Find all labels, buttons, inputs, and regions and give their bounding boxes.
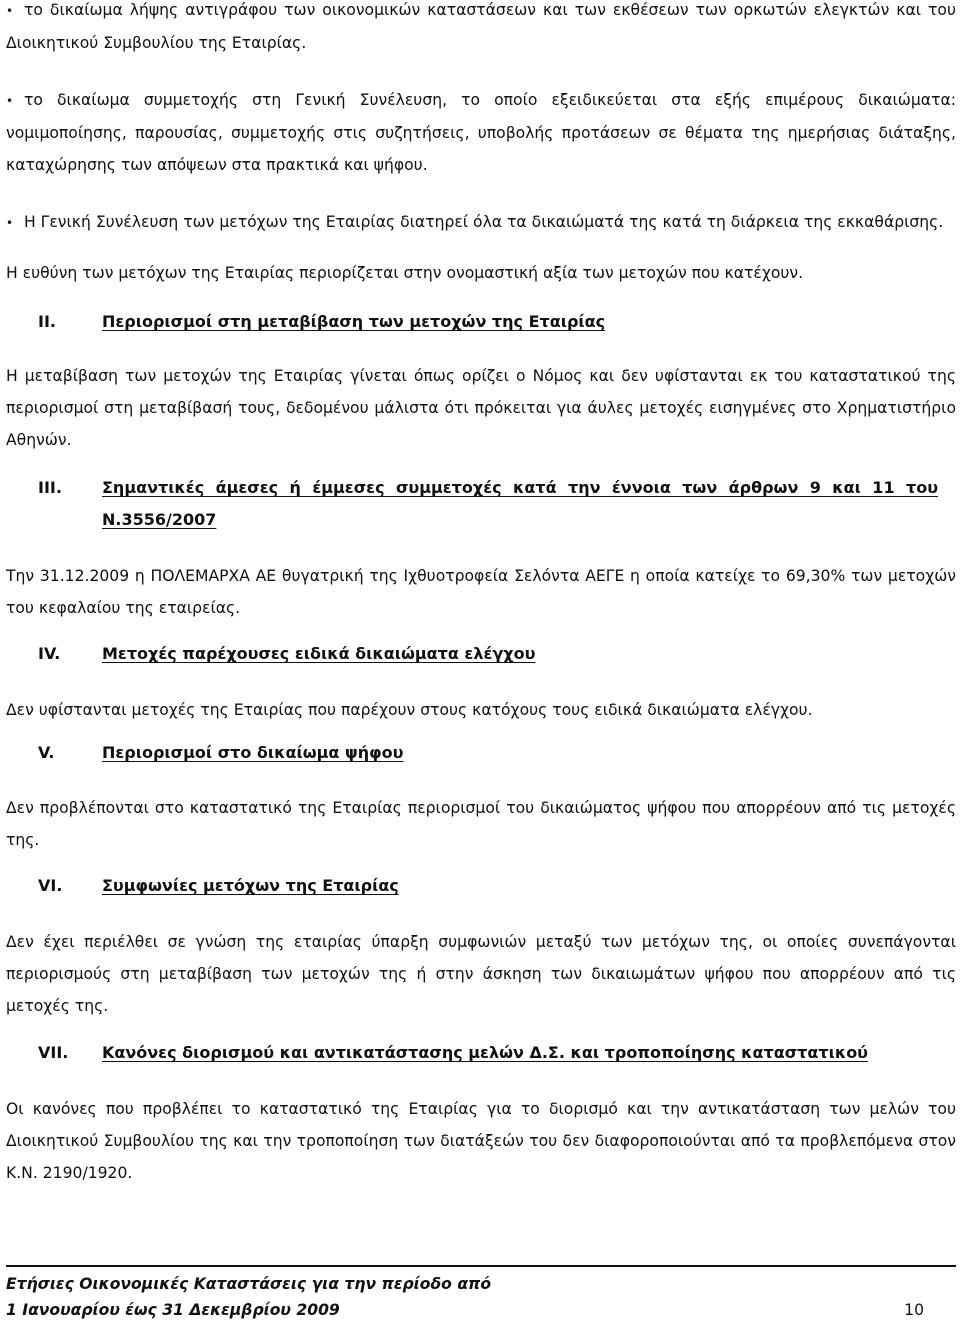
section-title: Συμφωνίες μετόχων της Εταιρίας	[102, 876, 399, 895]
section-number: II.	[38, 312, 56, 331]
bullet-item	[6, 206, 956, 239]
section-body-ii: Η μεταβίβαση των μετοχών της Εταιρίας γίνεται όπως ορίζει ο Νόμος και δεν υφίστανται εκ του καταστατικού της περιορισμοί στη μεταβίβασή τους, δεδομένου μάλιστα ότι πρόκειται για άυλες μετοχές εισηγμένες στο Χρηματιστήριο Αθηνών.	[6, 367, 956, 449]
section-number: V.	[38, 743, 55, 762]
footer-title-line2: 1 Ιανουαρίου έως 31 Δεκεμβρίου 2009	[6, 1301, 340, 1319]
section-heading-iii	[38, 472, 938, 504]
section-number: III.	[38, 478, 62, 497]
section-title: Μετοχές παρέχουσες ειδικά δικαιώματα ελέγχου	[102, 644, 536, 663]
section-title-continued: Ν.3556/2007	[102, 510, 217, 529]
section-body-vi: Δεν έχει περιέλθει σε γνώση της εταιρίας ύπαρξη συμφωνιών μεταξύ των μετόχων της, οι οποίες συνεπάγονται περιορισμούς στη μεταβίβαση των μετοχών της ή στην άσκηση των δικαιωμάτων ψήφου που απορρέουν από τις μετοχές της.	[6, 933, 956, 1015]
section-title: Περιορισμοί στη μεταβίβαση των μετοχών της Εταιρίας	[102, 312, 606, 331]
bullet-text: το δικαίωμα λήψης αντιγράφου των οικονομικών καταστάσεων και των εκθέσεων των ορκωτών ελεγκτών και του Διοικητικού Συμβουλίου της Εταιρίας.	[6, 1, 956, 52]
section-number: VII.	[38, 1043, 69, 1062]
section-number: VI.	[38, 876, 63, 895]
section-body-v: Δεν προβλέπονται στο καταστατικό της Εταιρίας περιορισμοί του δικαιώματος ψήφου που απορρέουν από τις μετοχές της.	[6, 799, 956, 849]
bullet-text: το δικαίωμα συμμετοχής στη Γενική Συνέλευση, το οποίο εξειδικεύεται στα εξής επιμέρους δικαιώματα: νομιμοποίησης, παρουσίας, συμμετοχής στις συζητήσεις, υποβολής προτάσεων σε θέματα της ημερήσιας διάταξης, καταχώρησης των απόψεων στα πρακτικά και ψήφου.	[6, 91, 956, 174]
section-heading-vi	[38, 870, 938, 902]
bullet-icon: •	[6, 94, 14, 108]
bullet-icon: •	[6, 4, 14, 18]
section-title: Σημαντικές άμεσες ή έμμεσες συμμετοχές κατά την έννοια των άρθρων 9 και 11 του	[102, 478, 938, 497]
footer-title-line1: Ετήσιες Οικονομικές Καταστάσεις για την περίοδο από	[6, 1275, 492, 1293]
section-body-iv: Δεν υφίστανται μετοχές της Εταιρίας που παρέχουν στους κατόχους τους ειδικά δικαιώματα ελέγχου.	[6, 701, 813, 719]
bullet-text: Η Γενική Συνέλευση των μετόχων της Εταιρίας διατηρεί όλα τα δικαιώματά της κατά τη διάρκεια της εκκαθάρισης.	[24, 213, 944, 231]
section-title: Κανόνες διορισμού και αντικατάστασης μελών Δ.Σ. και τροποποίησης καταστατικού	[102, 1043, 868, 1062]
liability-paragraph: Η ευθύνη των μετόχων της Εταιρίας περιορίζεται στην ονομαστική αξία των μετοχών που κατέχουν.	[6, 264, 804, 282]
section-heading-v	[38, 737, 938, 769]
footer-divider	[6, 1265, 956, 1267]
bullet-item	[6, 0, 956, 59]
bullet-icon: •	[6, 216, 14, 230]
section-title: Περιορισμοί στο δικαίωμα ψήφου	[102, 743, 404, 762]
bullet-item	[6, 84, 956, 181]
section-body-vii: Οι κανόνες που προβλέπει το καταστατικό της Εταιρίας για το διορισμό και την αντικατάσταση των μελών του Διοικητικού Συμβουλίου της και την τροποποίηση των διατάξεών του δεν διαφοροποιούνται από τα προβλεπόμενα στον Κ.Ν. 2190/1920.	[6, 1100, 956, 1182]
section-number: IV.	[38, 644, 61, 663]
page-number: 10	[904, 1301, 924, 1319]
section-heading-ii	[38, 306, 938, 338]
section-heading-vii	[38, 1037, 938, 1069]
section-heading-iv	[38, 638, 938, 670]
section-body-iii: Την 31.12.2009 η ΠΟΛΕΜΑΡΧΑ ΑΕ θυγατρική της Ιχθυοτροφεία Σελόντα ΑΕΓΕ η οποία κατείχε το 69,30% των μετοχών του κεφαλαίου της εταιρείας.	[6, 567, 956, 617]
